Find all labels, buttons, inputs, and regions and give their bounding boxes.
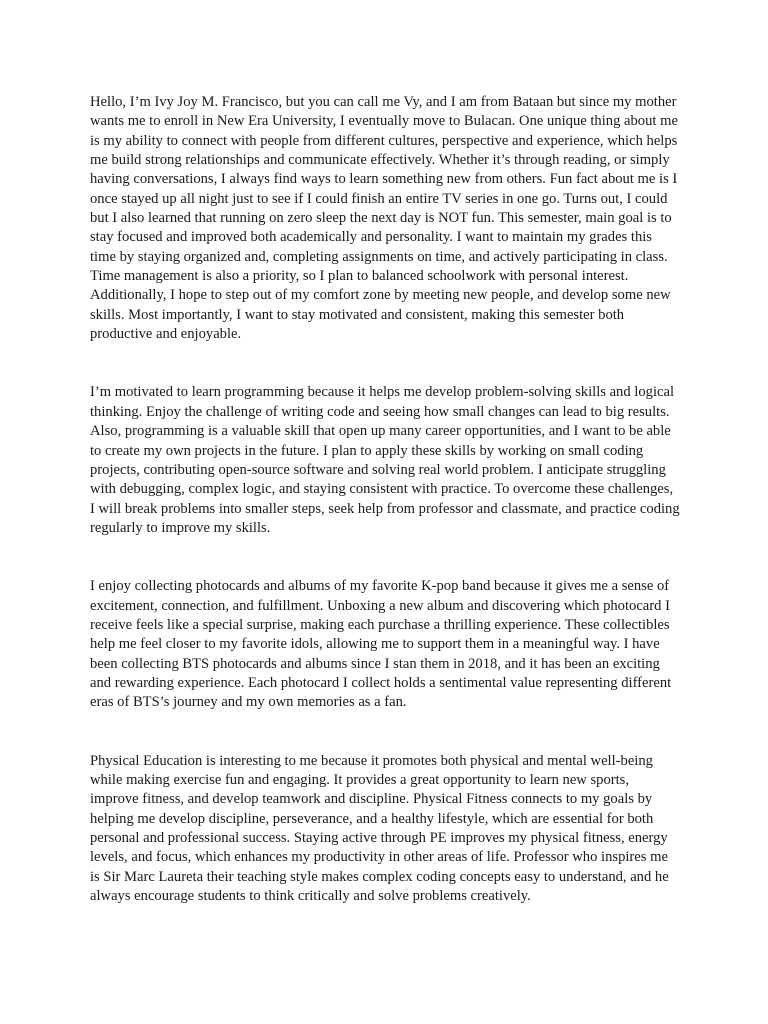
paragraph-spacer [90, 344, 680, 383]
paragraph-spacer [90, 538, 680, 577]
paragraph-programming: I’m motivated to learn programming because it helps me develop problem-solving skills and logical thinking. Enjoy the challenge of writing code and seeing how small changes can lead to big results. Also, programming is a valuable skill that open up many career opportunities, and I want to be able to create my own projects in the future. I plan to apply these skills by working on small coding projects, contributing open-source software and solving real world problem. I anticipate struggling with debugging, complex logic, and staying consistent with practice. To overcome these challenges, I will break problems into smaller steps, seek help from professor and classmate, and practice coding regularly to improve my skills. [90, 384, 680, 536]
paragraph-physical-education: Physical Education is interesting to me because it promotes both physical and mental well-being while making exercise fun and engaging. It provides a great opportunity to learn new sports, improve fitness, and develop teamwork and discipline. Physical Fitness connects to my goals by helping me develop discipline, perseverance, and a healthy lifestyle, which are essential for both personal and professional success. Staying active through PE improves my physical fitness, energy levels, and focus, which enhances my productivity in other areas of life. Professor who inspires me is Sir Marc Laureta their teaching style makes complex coding concepts easy to understand, and he always encourage students to think critically and solve problems creatively. [90, 752, 669, 905]
paragraph-collecting: I enjoy collecting photocards and albums of my favorite K-pop band because it gives me a sense of excitement, connection, and fulfillment. Unboxing a new album and discovering which photocard I receive feels like a special surprise, making each purchase a thrilling experience. These collectibles help me feel closer to my favorite idols, allowing me to support them in a meaningful way. I have been collecting BTS photocards and albums since I stan them in 2018, and it has been an exciting and rewarding experience. Each photocard I collect holds a sentimental value representing different eras of BTS’s journey and my own memories as a fan. [90, 578, 672, 711]
paragraph-spacer [90, 713, 680, 752]
document-page [90, 93, 680, 906]
paragraph-introduction: Hello, I’m Ivy Joy M. Francisco, but you can call me Vy, and I am from Bataan but since my mother wants me to enroll in New Era University, I eventually move to Bulacan. One unique thing about me is my ability to connect with people from different cultures, perspective and experience, which helps me build strong relationships and communicate effectively. Whether it’s through reading, or simply having conversations, I always find ways to learn something new from others. Fun fact about me is I once stayed up all night just to see if I could finish an entire TV series in one go. Turns out, I could but I also learned that running on zero sleep the next day is NOT fun. This semester, main goal is to stay focused and improved both academically and personality. I want to maintain my grades this time by staying organized and, completing assignments on time, and actively participating in class. Time management is also a priority, so I plan to balanced schoolwork with personal interest. Additionally, I hope to step out of my comfort zone by meeting new people, and develop some new skills. Most importantly, I want to stay motivated and consistent, making this semester both productive and enjoyable. [90, 94, 678, 343]
